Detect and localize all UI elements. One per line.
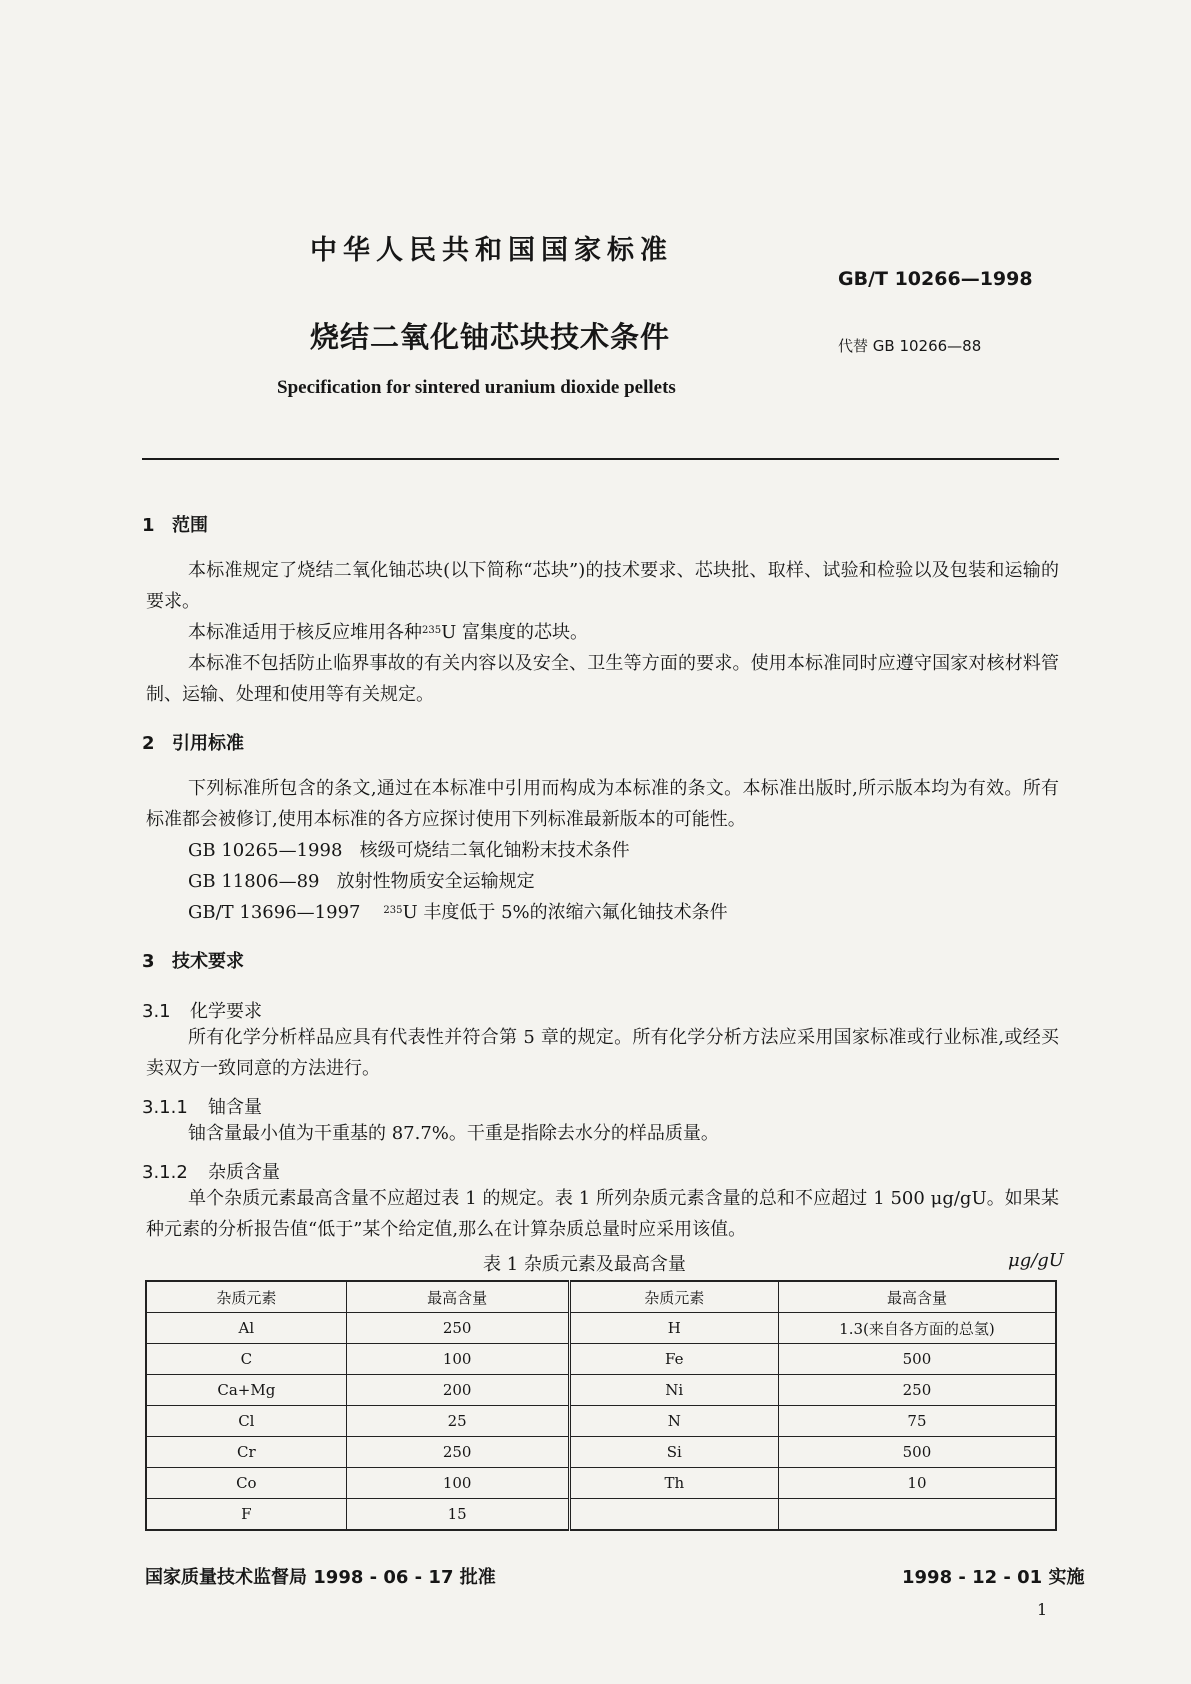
table-cell: [778, 1499, 1056, 1531]
table-cell: Ni: [569, 1375, 778, 1406]
table-header-cell: 杂质元素: [569, 1281, 778, 1313]
reference-3-code: GB/T 13696—1997: [188, 902, 361, 923]
subsection-3-1-heading: [142, 997, 262, 1023]
section-3-title: 技术要求: [172, 951, 244, 972]
isotope-superscript: 235: [422, 625, 442, 636]
table-cell: Ca+Mg: [146, 1375, 346, 1406]
reference-1-title: 核级可烧结二氧化铀粉末技术条件: [359, 840, 630, 861]
table-cell: Si: [569, 1437, 778, 1468]
section-1-number: 1: [142, 515, 155, 536]
section-2-title: 引用标准: [172, 733, 244, 754]
section-3-number: 3: [142, 951, 155, 972]
table-cell: 10: [778, 1468, 1056, 1499]
table-header-cell: 最高含量: [778, 1281, 1056, 1313]
standard-code: GB/T 10266—1998: [838, 268, 1033, 290]
table-cell: Th: [569, 1468, 778, 1499]
subsection-3-1-1-heading: [142, 1093, 262, 1119]
table-header-cell: 杂质元素: [146, 1281, 346, 1313]
table-cell: Fe: [569, 1344, 778, 1375]
subsection-3-1-1-para: 铀含量最小值为干重基的 87.7%。干重是指除去水分的样品质量。: [188, 1123, 719, 1144]
subsection-3-1-para: 所有化学分析样品应具有代表性并符合第 5 章的规定。所有化学分析方法应采用国家标准或行业标准,或经买卖双方一致同意的方法进行。: [146, 1027, 1059, 1079]
subsection-3-1-2-heading: [142, 1158, 280, 1184]
header-divider: [142, 458, 1059, 460]
table-cell: C: [146, 1344, 346, 1375]
document-title-en: Specification for sintered uranium dioxide pellets: [277, 377, 676, 398]
section-3-heading: [142, 947, 244, 973]
table-cell: Co: [146, 1468, 346, 1499]
table-header-cell: 最高含量: [346, 1281, 569, 1313]
table-cell: 500: [778, 1437, 1056, 1468]
section-2-para-1: 下列标准所包含的条文,通过在本标准中引用而构成为本标准的条文。本标准出版时,所示版本均为有效。所有标准都会被修订,使用本标准的各方应探讨使用下列标准最新版本的可能性。: [146, 778, 1059, 830]
national-standard-heading: 中华人民共和国国家标准: [310, 235, 673, 266]
section-2-number: 2: [142, 733, 155, 754]
section-1-para-1: 本标准规定了烧结二氧化铀芯块(以下简称“芯块”)的技术要求、芯块批、取样、试验和检验以及包装和运输的要求。: [146, 560, 1059, 612]
table-cell: 15: [346, 1499, 569, 1531]
table-cell: 100: [346, 1468, 569, 1499]
subsection-3-1-number: 3.1: [142, 1001, 171, 1022]
table-row: [146, 1437, 1056, 1468]
table-row: [146, 1344, 1056, 1375]
table-row: [146, 1499, 1056, 1531]
table-cell: Cr: [146, 1437, 346, 1468]
section-1-para-2-pre: 本标准适用于核反应堆用各种: [188, 622, 422, 643]
table-cell: 250: [346, 1313, 569, 1344]
reference-3-superscript: 235: [383, 905, 403, 916]
reference-1: [188, 835, 630, 866]
effective-date: 1998 - 12 - 01 实施: [902, 1567, 1085, 1588]
reference-2-code: GB 11806—89: [188, 871, 320, 892]
page-number: 1: [1037, 1600, 1048, 1619]
subsection-3-1-2-title: 杂质含量: [208, 1162, 280, 1183]
reference-3-title: U 丰度低于 5%的浓缩六氟化铀技术条件: [402, 902, 728, 923]
table-row: [146, 1313, 1056, 1344]
impurity-table: [145, 1280, 1057, 1531]
subsection-3-1-1-title: 铀含量: [208, 1097, 262, 1118]
table-cell: 250: [778, 1375, 1056, 1406]
section-1-heading: [142, 511, 208, 537]
table-cell: 1.3(来自各方面的总氢): [778, 1313, 1056, 1344]
section-1-para-2: [146, 617, 1059, 648]
section-1-para-2-post: U 富集度的芯块。: [441, 622, 588, 643]
table-cell: 200: [346, 1375, 569, 1406]
reference-1-code: GB 10265—1998: [188, 840, 343, 861]
subsection-3-1-2-para: 单个杂质元素最高含量不应超过表 1 的规定。表 1 所列杂质元素含量的总和不应超过 1 500 μg/gU。如果某种元素的分析报告值“低于”某个给定值,那么在计算杂质总量时应采用该值。: [146, 1188, 1059, 1240]
table-cell: 250: [346, 1437, 569, 1468]
table-cell: 25: [346, 1406, 569, 1437]
table-cell: [569, 1499, 778, 1531]
table-cell: Cl: [146, 1406, 346, 1437]
reference-2: [188, 866, 535, 897]
section-1-para-3: 本标准不包括防止临界事故的有关内容以及安全、卫生等方面的要求。使用本标准同时应遵守国家对核材料管制、运输、处理和使用等有关规定。: [146, 653, 1059, 705]
table-cell: N: [569, 1406, 778, 1437]
reference-2-title: 放射性物质安全运输规定: [336, 871, 535, 892]
table-caption: 表 1 杂质元素及最高含量: [483, 1254, 686, 1275]
table-cell: Al: [146, 1313, 346, 1344]
replaces-note: 代替 GB 10266—88: [838, 337, 982, 355]
table-row: [146, 1406, 1056, 1437]
table-cell: H: [569, 1313, 778, 1344]
section-1-title: 范围: [172, 515, 208, 536]
table-cell: 100: [346, 1344, 569, 1375]
table-cell: 500: [778, 1344, 1056, 1375]
subsection-3-1-2-number: 3.1.2: [142, 1162, 188, 1183]
table-header-row: [146, 1281, 1056, 1313]
subsection-3-1-1-number: 3.1.1: [142, 1097, 188, 1118]
subsection-3-1-title: 化学要求: [190, 1001, 262, 1022]
section-2-heading: [142, 729, 244, 755]
table-cell: 75: [778, 1406, 1056, 1437]
table-cell: F: [146, 1499, 346, 1531]
table-row: [146, 1468, 1056, 1499]
document-title-cn: 烧结二氧化铀芯块技术条件: [310, 320, 671, 354]
reference-3: [188, 897, 728, 928]
approval-note: 国家质量技术监督局 1998 - 06 - 17 批准: [145, 1567, 496, 1588]
table-row: [146, 1375, 1056, 1406]
table-unit: μg/gU: [1008, 1250, 1064, 1271]
